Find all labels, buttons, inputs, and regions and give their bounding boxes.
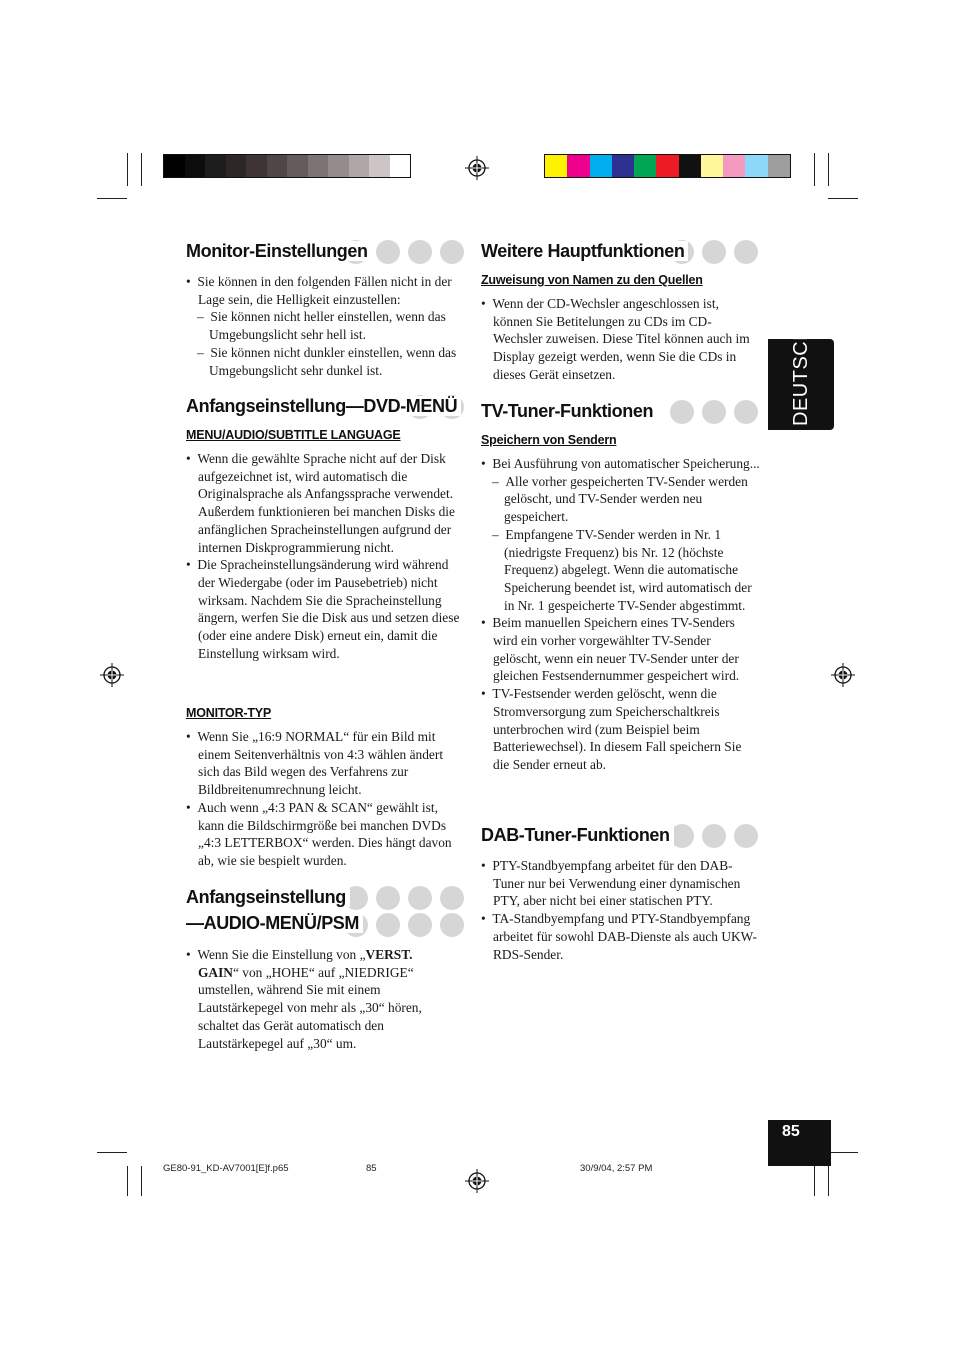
list-item: • Wenn Sie „16:9 NORMAL“ für ein Bild mit einem Seitenverhältnis von 4:3 wählen ändert sich das Bild wegen des Verfahrens zur Bildbreitenumrechnung leicht.: [186, 729, 444, 798]
grayscale-color-bar: [163, 154, 411, 178]
process-swatch: [634, 155, 656, 177]
monitor-type-subheading: MONITOR-TYP: [186, 706, 272, 720]
weitere-heading: Weitere Hauptfunktionen: [481, 238, 688, 264]
grayscale-swatch: [287, 155, 308, 177]
grayscale-swatch: [267, 155, 288, 177]
crop-mark: [828, 153, 829, 186]
list-item: • PTY-Standbyempfang arbeitet für den DAB-Tuner nur bei Verwendung einer dynamischen PTY, aber nicht bei einer statischen PTY.: [481, 858, 741, 909]
tv-subheading: Speichern von Sendern: [481, 433, 617, 447]
monitor-body: [186, 273, 466, 379]
dab-heading: DAB-Tuner-Funktionen: [481, 822, 674, 848]
grayscale-swatch: [226, 155, 247, 177]
process-swatch: [612, 155, 634, 177]
process-swatch: [545, 155, 567, 177]
dvd-menu-body: [186, 450, 466, 662]
grayscale-swatch: [164, 155, 185, 177]
list-item: • Wenn Sie die Einstellung von „VERST. GAIN“ von „HOHE“ auf „NIEDRIGE“ umstellen, während Sie mit einem Lautstärkepegel von mehr als „30“ hören, schaltet das Gerät automatisch den Lautstärkepegel auf „30“ um.: [186, 947, 422, 1051]
weitere-subheading: Zuweisung von Namen zu den Quellen: [481, 273, 703, 287]
heading-dots: [670, 400, 758, 424]
audio-menu-body: [186, 946, 466, 1052]
process-swatch: [768, 155, 790, 177]
crop-mark: [141, 1166, 142, 1196]
grayscale-swatch: [246, 155, 267, 177]
grayscale-swatch: [328, 155, 349, 177]
grayscale-swatch: [308, 155, 329, 177]
crop-mark: [814, 1166, 815, 1196]
grayscale-swatch: [205, 155, 226, 177]
list-item: • Wenn der CD-Wechsler angeschlossen ist, können Sie Betitelungen zu CDs im CD-Wechsler zuweisen. Diese Titel können auch im Display gezeigt werden, wenn Sie die CDs in dieses Gerät einsetzen.: [481, 296, 750, 382]
process-swatch: [701, 155, 723, 177]
list-item: • Sie können in den folgenden Fällen nicht in der Lage sein, die Helligkeit einzustellen:: [186, 274, 452, 307]
process-color-bar: [544, 154, 791, 178]
crop-mark: [97, 1152, 127, 1153]
process-swatch: [679, 155, 701, 177]
list-item: • Beim manuellen Speichern eines TV-Senders wird ein vorher vorgewählter TV-Sender gelöscht, wenn ein neuer TV-Sender unter der gleichen Festsendernummer gespeichert wird.: [481, 615, 740, 684]
registration-mark-icon: [465, 1169, 489, 1193]
grayscale-swatch: [390, 155, 411, 177]
list-item: • TV-Festsender werden gelöscht, wenn die Stromversorgung zum Speicherschaltkreis unterbrochen wird (zum Beispiel beim Batteriewechsel). In diesem Fall speichern Sie die Sender erneut ab.: [481, 686, 742, 772]
crop-mark: [127, 153, 128, 186]
dvd-menu-heading: Anfangseinstellung—DVD-MENÜ: [186, 393, 461, 419]
weitere-body: [481, 295, 761, 384]
process-swatch: [656, 155, 678, 177]
list-item: • Die Spracheinstellungsänderung wird während der Wiedergabe (oder im Pausebetrieb) nicht wirksam. Nachdem Sie die Spracheinstellung ängern, werfen Sie die Disk aus und setzen diese (oder eine andere Disk) erneut ein, damit die Einstellung wirksam wird.: [186, 557, 460, 661]
audio-menu-heading: Anfangseinstellung —AUDIO-MENÜ/PSM: [186, 884, 363, 936]
footer-file: GE80-91_KD-AV7001[E]f.p65: [163, 1163, 289, 1174]
language-tab-label: DEUTSCH: [790, 325, 812, 426]
tv-heading: TV-Tuner-Funktionen: [481, 398, 657, 424]
crop-mark: [828, 198, 858, 199]
heading-dots: [344, 886, 464, 910]
list-item: – Empfangene TV-Sender werden in Nr. 1 (niedrigste Frequenz) bis Nr. 12 (höchste Frequenz) abgelegt. Wenn die automatische Speicherung beendet ist, wird automatisch der in Nr. 1 gespeicherte TV-Sender abgestimmt.: [492, 526, 752, 613]
crop-mark: [127, 1166, 128, 1196]
registration-mark-icon: [831, 663, 855, 687]
process-swatch: [723, 155, 745, 177]
process-swatch: [745, 155, 767, 177]
footer-page: 85: [366, 1163, 377, 1174]
heading-dots: [670, 824, 758, 848]
registration-mark-icon: [100, 663, 124, 687]
registration-mark-icon: [465, 156, 489, 180]
list-item: • Auch wenn „4:3 PAN & SCAN“ gewählt ist, kann die Bildschirmgröße bei manchen DVDs „4:3 LETTERBOX“ werden. Dies hängt davon ab, wie sie bespielt wurden.: [186, 799, 452, 868]
monitor-heading: Monitor-Einstellungen: [186, 238, 372, 264]
list-item: • Bei Ausführung von automatischer Speicherung...: [481, 456, 760, 471]
process-swatch: [590, 155, 612, 177]
crop-mark: [828, 1152, 858, 1153]
crop-mark: [828, 1166, 829, 1196]
list-item: – Sie können nicht heller einstellen, wenn das Umgebungslicht sehr hell ist.: [197, 309, 446, 343]
dab-body: [481, 857, 761, 963]
language-tab: [768, 325, 834, 430]
grayscale-swatch: [185, 155, 206, 177]
list-item: – Alle vorher gespeicherten TV-Sender werden gelöscht, und TV-Sender werden neu gespeichert.: [492, 473, 748, 525]
crop-mark: [141, 153, 142, 186]
tv-body: [481, 455, 761, 774]
grayscale-swatch: [369, 155, 390, 177]
page-number: 85: [768, 1120, 831, 1166]
crop-mark: [814, 153, 815, 186]
list-item: • TA-Standbyempfang und PTY-Standbyempfang arbeitet für sowohl DAB-Dienste als auch UKW-RDS-Sender.: [481, 911, 758, 962]
list-item: – Sie können nicht dunkler einstellen, wenn das Umgebungslicht sehr dunkel ist.: [197, 344, 457, 378]
crop-mark: [97, 198, 127, 199]
process-swatch: [567, 155, 589, 177]
grayscale-swatch: [349, 155, 370, 177]
monitor-type-body: [186, 728, 466, 870]
footer-datetime: 30/9/04, 2:57 PM: [580, 1163, 653, 1174]
language-subheading: MENU/AUDIO/SUBTITLE LANGUAGE: [186, 428, 401, 442]
list-item: • Wenn die gewählte Sprache nicht auf der Disk aufgezeichnet ist, wird automatisch die Originalsprache als Anfangssprache verwendet. Außerdem funktionieren bei manchen Disks die anfänglichen Spracheinstellungen aufgrund der internen Diskprogrammierung nicht.: [186, 451, 455, 555]
